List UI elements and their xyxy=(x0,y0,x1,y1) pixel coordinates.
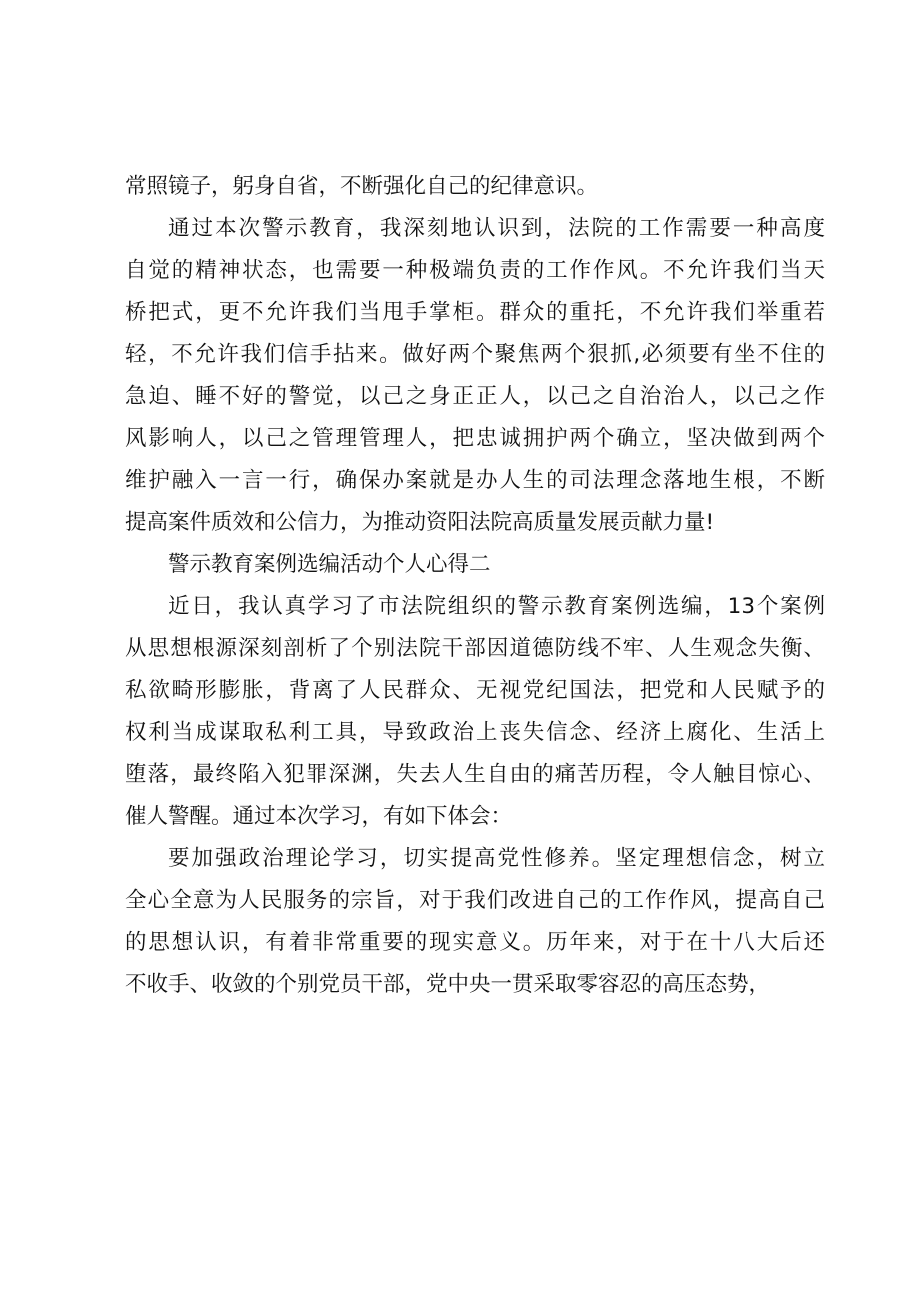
text-line: 急迫、睡不好的警觉，以己之身正正人，以己之自治治人，以己之作 xyxy=(125,384,825,409)
text-line: 维护融入一言一行，确保办案就是办人生的司法理念落地生根，不断 xyxy=(125,468,825,493)
text-line: 警示教育案例选编活动个人心得二 xyxy=(168,552,491,577)
text-line: 要加强政治理论学习，切实提高党性修养。坚定理想信念，树立 xyxy=(168,846,825,871)
text-line: 私欲畸形膨胀，背离了人民群众、无视党纪国法，把党和人民赋予的 xyxy=(125,678,825,703)
text-line: 权利当成谋取私利工具，导致政治上丧失信念、经济上腐化、生活上 xyxy=(125,720,825,745)
text-line: 近日，我认真学习了市法院组织的警示教育案例选编，13个案例 xyxy=(168,594,825,619)
text-line: 不收手、收敛的个别党员干部，党中央一贯采取零容忍的高压态势， xyxy=(125,972,771,997)
text-line: 堕落，最终陷入犯罪深渊，失去人生自由的痛苦历程，令人触目惊心、 xyxy=(125,762,825,787)
paragraph xyxy=(125,166,825,208)
text-line: 全心全意为人民服务的宗旨，对于我们改进自己的工作作风，提高自己 xyxy=(125,888,825,913)
text-line: 从思想根源深刻剖析了个别法院干部因道德防线不牢、人生观念失衡、 xyxy=(125,636,825,661)
text-line: 自觉的精神状态，也需要一种极端负责的工作作风。不允许我们当天 xyxy=(125,258,825,283)
text-line: 催人警醒。通过本次学习，有如下体会： xyxy=(125,804,513,829)
text-line: 通过本次警示教育，我深刻地认识到，法院的工作需要一种高度 xyxy=(168,216,825,241)
text-line: 风影响人，以己之管理管理人，把忠诚拥护两个确立，坚决做到两个 xyxy=(125,426,825,451)
paragraph xyxy=(125,838,825,1006)
text-line: 的思想认识，有着非常重要的现实意义。历年来，对于在十八大后还 xyxy=(125,930,825,955)
text-line: 常照镜子，躬身自省，不断强化自己的纪律意识。 xyxy=(125,174,599,199)
text-line: 轻，不允许我们信手拈来。做好两个聚焦两个狠抓,必须要有坐不住的 xyxy=(125,342,825,367)
paragraph xyxy=(125,208,825,544)
text-line: 提高案件质效和公信力，为推动资阳法院高质量发展贡献力量! xyxy=(125,510,715,535)
document-body xyxy=(125,166,825,1006)
paragraph xyxy=(125,586,825,838)
text-line: 桥把式，更不允许我们当甩手掌柜。群众的重托，不允许我们举重若 xyxy=(125,300,825,325)
section-heading xyxy=(125,544,825,586)
